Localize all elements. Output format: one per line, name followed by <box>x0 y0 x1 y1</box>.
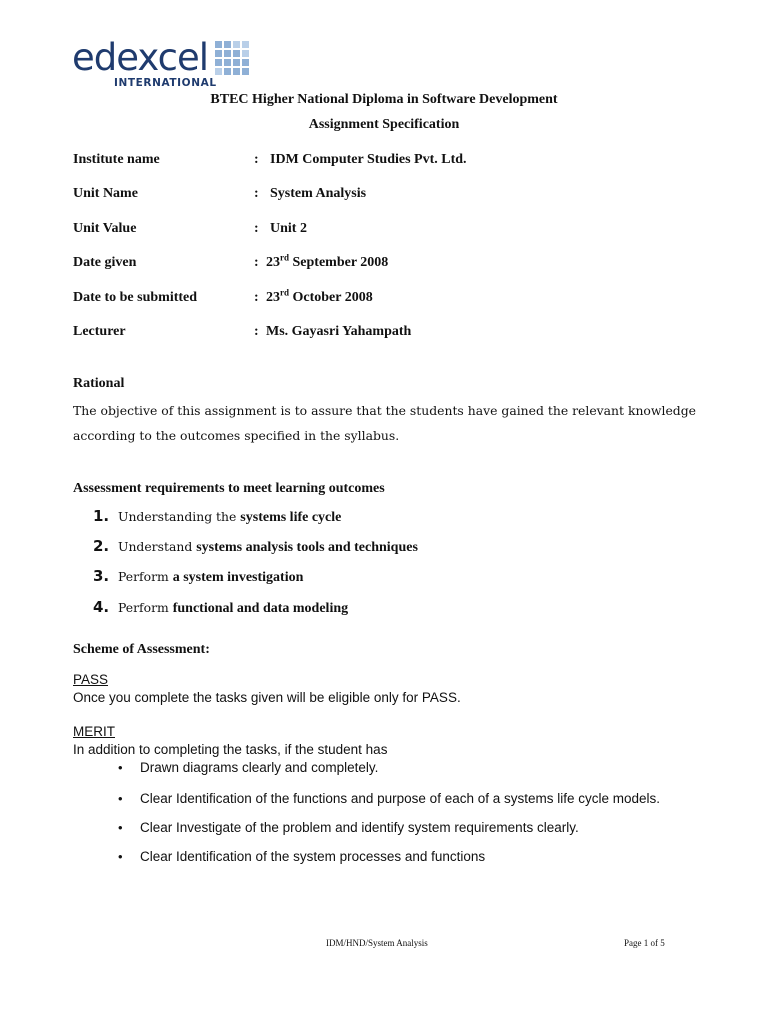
rational-heading: Rational <box>73 376 125 391</box>
info-label: Date given <box>73 255 137 270</box>
info-label: Date to be submitted <box>73 290 198 305</box>
logo-subtitle: INTERNATIONAL <box>114 77 217 89</box>
info-label: Unit Name <box>73 186 138 201</box>
pass-text: Once you complete the tasks given will be eligible only for PASS. <box>73 690 461 705</box>
rational-text: The objective of this assignment is to assure that the students have gained the relevant knowledge according to the outcomes specified in the syllabus. <box>73 403 696 443</box>
merit-bullet: • Drawn diagrams clearly and completely. <box>118 760 379 775</box>
info-colon: : <box>254 186 259 201</box>
assessment-item: 4. Perform functional and data modeling <box>93 598 349 616</box>
merit-bullet: • Clear Identification of the functions and purpose of each of a systems life cycle models. <box>118 791 661 806</box>
merit-bullet: • Clear Investigate of the problem and identify system requirements clearly. <box>118 820 579 835</box>
info-value: 23rd October 2008 <box>266 287 373 305</box>
document-subtitle: Assignment Specification <box>308 117 460 132</box>
assessment-item: 2. Understand systems analysis tools and techniques <box>93 537 418 555</box>
info-label: Institute name <box>73 152 160 167</box>
info-value: Unit 2 <box>270 221 307 236</box>
info-value: IDM Computer Studies Pvt. Ltd. <box>270 152 467 167</box>
footer-doc-ref: IDM/HND/System Analysis <box>326 938 428 948</box>
info-label: Lecturer <box>73 324 126 339</box>
assessment-item: 3. Perform a system investigation <box>93 567 304 585</box>
info-colon: : <box>254 221 259 236</box>
info-label: Unit Value <box>73 221 137 236</box>
merit-label: MERIT <box>73 724 115 739</box>
info-value: System Analysis <box>270 186 367 201</box>
logo-wordmark: edexcel <box>72 36 208 79</box>
info-colon: : <box>254 324 259 339</box>
assessment-heading: Assessment requirements to meet learning outcomes <box>73 481 385 496</box>
info-colon: : <box>254 255 259 270</box>
info-value: Ms. Gayasri Yahampath <box>266 324 412 339</box>
pass-label: PASS <box>73 672 109 687</box>
info-colon: : <box>254 152 259 167</box>
info-colon: : <box>254 290 259 305</box>
footer-page-number: Page 1 of 5 <box>624 938 665 948</box>
assessment-item: 1. Understanding the systems life cycle <box>93 507 342 525</box>
logo-grid-icon <box>215 41 249 75</box>
merit-bullet: • Clear Identification of the system processes and functions <box>118 849 486 864</box>
document-title: BTEC Higher National Diploma in Software Development <box>210 92 558 107</box>
info-value: 23rd September 2008 <box>266 252 389 270</box>
merit-intro: In addition to completing the tasks, if the student has <box>73 742 388 757</box>
scheme-heading: Scheme of Assessment: <box>73 642 210 657</box>
